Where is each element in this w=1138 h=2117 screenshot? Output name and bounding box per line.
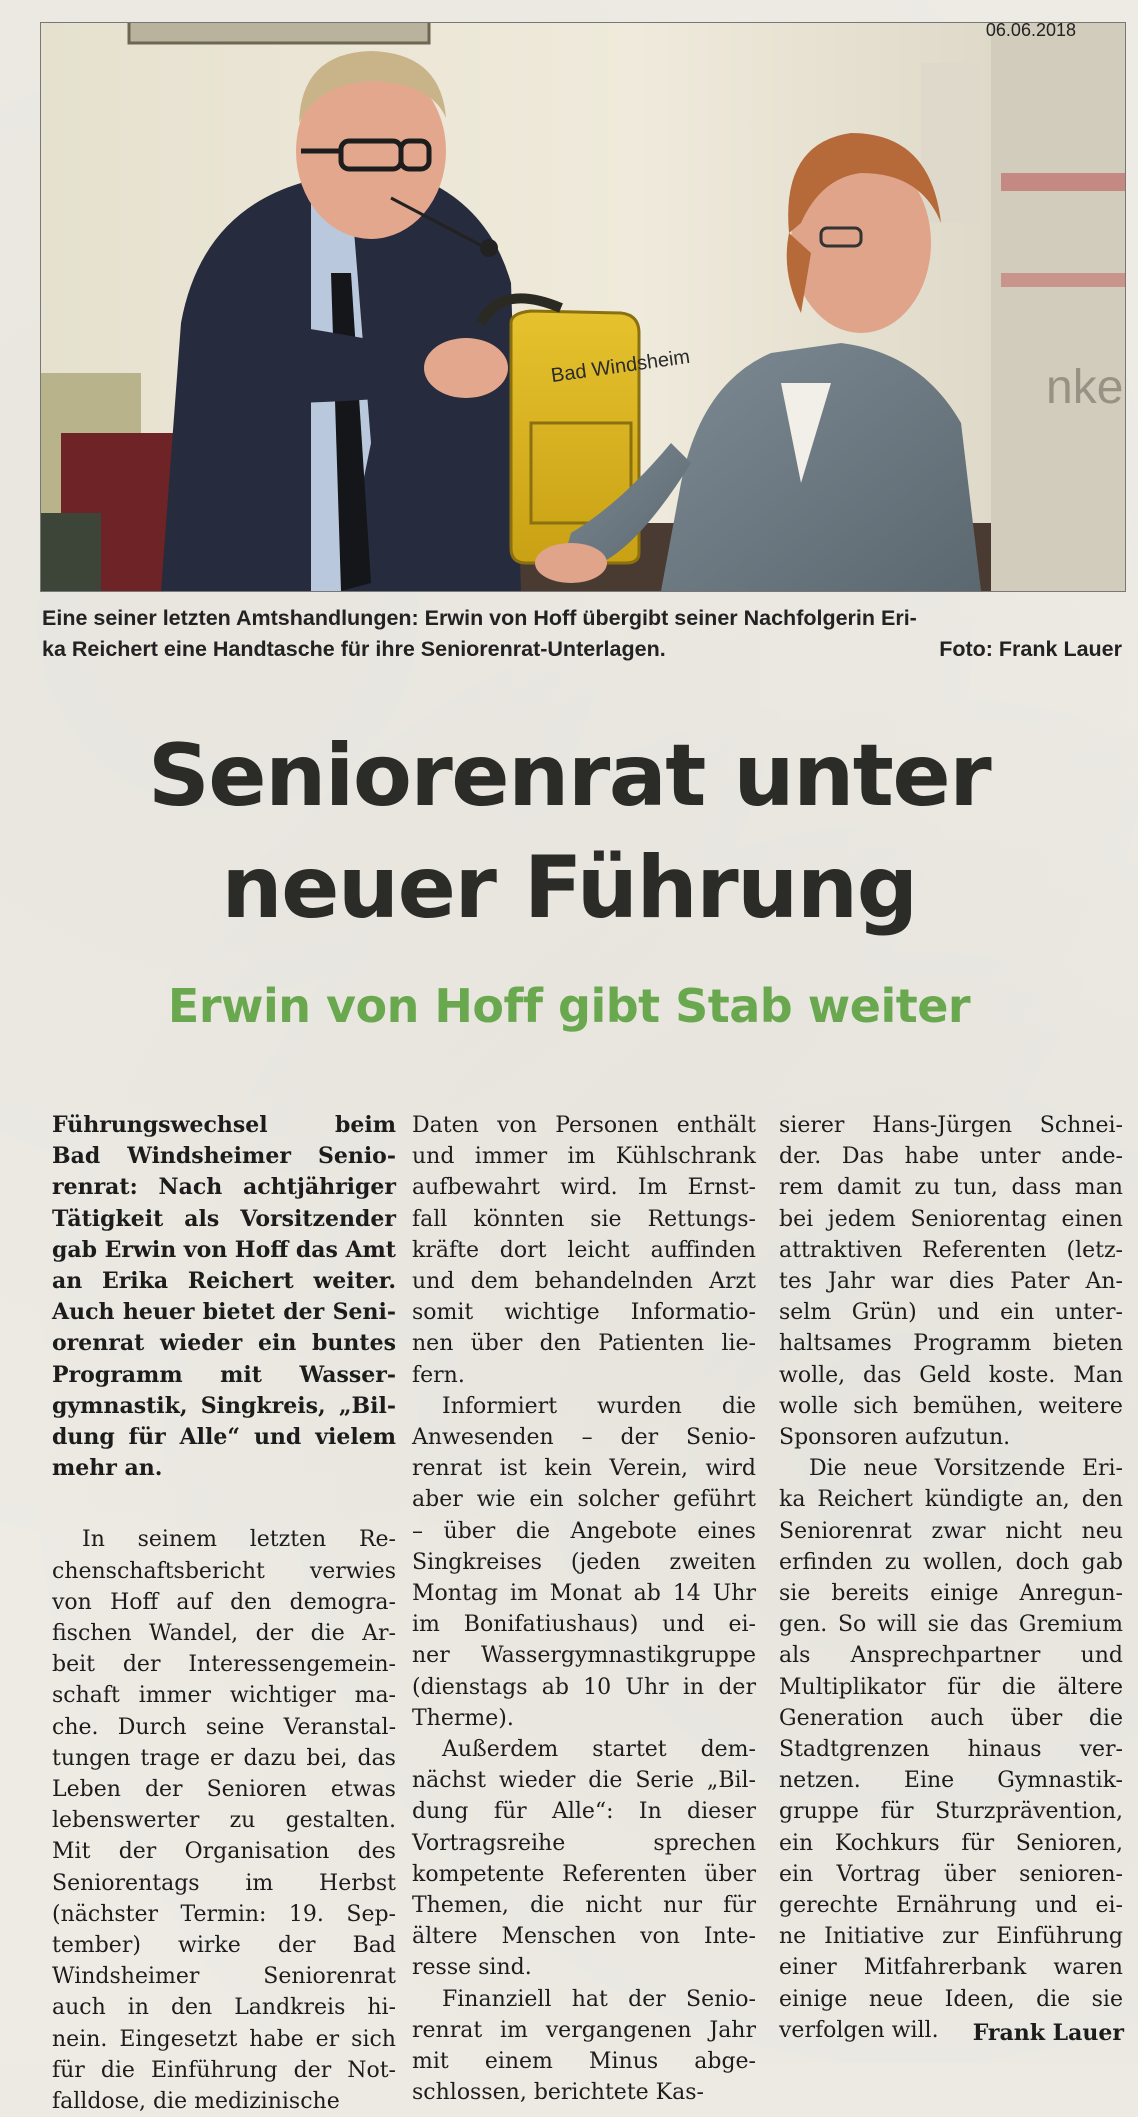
photo-caption	[42, 603, 1122, 665]
article-line: kräfte dort leicht auffinden	[412, 1237, 756, 1263]
article-line: Therme).	[412, 1705, 514, 1731]
article-line: ein Vortrag über senioren-	[779, 1861, 1123, 1887]
article-line: sierer Hans-Jürgen Schnei-	[779, 1113, 1123, 1138]
article-line: ner Wassergymnastikgruppe	[412, 1643, 756, 1669]
article-line: Sponsoren aufzutun.	[779, 1425, 1011, 1451]
article-line: renrat im vergangenen Jahr	[412, 2017, 756, 2043]
article-line: tungen trage er dazu bei, das	[52, 1745, 396, 1771]
article-line: Windsheimer Seniorenrat	[52, 1964, 396, 1990]
article-line: nein. Eingesetzt habe er sich	[52, 2026, 396, 2052]
article-line: Seniorentags im Herbst	[52, 1870, 396, 1896]
article-line: selm Grün) und ein unter-	[779, 1300, 1123, 1326]
article-line: Führungswechsel beim	[52, 1112, 396, 1138]
article-line: ka Reichert kündigte an, den	[779, 1487, 1123, 1513]
article-author: Frank Lauer	[972, 2020, 1124, 2046]
article-line: (dienstags ab 10 Uhr in der	[412, 1674, 756, 1700]
article-line: Tätigkeit als Vorsitzender	[52, 1205, 396, 1232]
article-line: Auch heuer bietet der Seni-	[52, 1299, 396, 1326]
article-line: tember) wirke der Bad	[52, 1933, 396, 1959]
date-stamp: 06.06.2018	[985, 20, 1076, 40]
article-line: mit einem Minus abge-	[412, 2049, 756, 2075]
article-line: lebenswerter zu gestalten.	[52, 1808, 396, 1834]
article-headline	[0, 720, 1138, 944]
article-line: für die Einführung der Not-	[52, 2057, 396, 2083]
article-line: Stadtgrenzen hinaus ver-	[779, 1737, 1123, 1763]
article-line: tes Jahr war dies Pater An-	[779, 1269, 1123, 1295]
article-line: auch in den Landkreis hi-	[52, 1995, 396, 2021]
article-line: Bad Windsheimer Senio-	[52, 1143, 396, 1170]
paragraph-gap	[52, 1484, 396, 1524]
article-line: fischen Wandel, der die Ar-	[52, 1621, 396, 1647]
article-line: im Bonifatiushaus) und ei-	[412, 1612, 756, 1638]
article-line: schlossen, berichtete Kas-	[412, 2080, 704, 2106]
article-line: nächst wieder die Serie „Bil-	[412, 1768, 756, 1794]
article-line: der. Das habe unter ande-	[779, 1144, 1123, 1170]
article-line: sie bereits einige Anregun-	[779, 1581, 1123, 1607]
article-line: aufbewahrt wird. Im Ernst-	[412, 1175, 756, 1201]
article-line: einer Mitfahrerbank waren	[779, 1955, 1123, 1981]
article-line: Programm mit Wasser-	[52, 1361, 396, 1388]
article-line: wolle sich bemühen, weitere	[779, 1393, 1123, 1419]
article-line: von Hoff auf den demogra-	[52, 1589, 396, 1615]
article-column-2	[412, 1110, 756, 2109]
article-line: und immer im Kühlschrank	[412, 1144, 756, 1170]
caption-line: ka Reichert eine Handtasche für ihre Seniorenrat-Unterlagen.	[42, 637, 666, 661]
article-line: netzen. Eine Gymnastik-	[779, 1768, 1123, 1794]
article-line: erfinden zu wollen, doch gab	[779, 1549, 1123, 1575]
photo-credit: Foto: Frank Lauer	[939, 637, 1122, 661]
article-line: Themen, die nicht nur für	[412, 1893, 756, 1919]
article-line: gymnastik, Singkreis, „Bil-	[52, 1392, 396, 1419]
article-line: renrat ist kein Verein, wird	[412, 1456, 756, 1482]
headline-line: neuer Führung	[221, 838, 917, 938]
article-line: Daten von Personen enthält	[412, 1113, 756, 1138]
article-column-1	[52, 1110, 396, 2117]
article-line: dung für Alle“ und vielem	[52, 1424, 396, 1451]
bag-print: Bad Windsheim	[549, 345, 692, 388]
article-line: resse sind.	[412, 1955, 532, 1981]
article-line: – über die Angebote eines	[412, 1518, 756, 1544]
article-line: Vortragsreihe sprechen	[412, 1830, 756, 1856]
article-line: (nächster Termin: 19. Sep-	[52, 1901, 396, 1927]
article-line: Außerdem startet dem-	[442, 1737, 756, 1763]
article-line: ne Initiative zur Einführung	[779, 1924, 1123, 1950]
article-line: haltsames Programm bieten	[779, 1331, 1123, 1357]
article-photo	[40, 22, 1126, 592]
article-line: Anwesenden – der Senio-	[412, 1425, 756, 1451]
article-line: und dem behandelnden Arzt	[412, 1269, 756, 1295]
article-line: renrat: Nach achtjähriger	[52, 1174, 396, 1201]
article-line: attraktiven Referenten (letz-	[779, 1237, 1123, 1263]
article-line: Leben der Senioren etwas	[52, 1777, 396, 1803]
article-line: gab Erwin von Hoff das Amt	[52, 1236, 396, 1263]
article-line: Informiert wurden die	[442, 1393, 756, 1419]
article-line: beit der Interessengemein-	[52, 1652, 396, 1678]
article-line: che. Durch seine Veranstal-	[52, 1714, 396, 1740]
svg-text:nke: nke	[1046, 361, 1124, 414]
article-line: nen über den Patienten lie-	[412, 1331, 756, 1357]
article-line: fern.	[412, 1362, 465, 1388]
article-line: mehr an.	[52, 1455, 163, 1482]
article-line: verfolgen will.	[779, 2017, 939, 2043]
article-line: an Erika Reichert weiter.	[52, 1268, 396, 1295]
article-lead	[52, 1110, 396, 1484]
article-line: fall könnten sie Rettungs-	[412, 1206, 756, 1232]
article-line: bei jedem Seniorentag einen	[779, 1206, 1123, 1232]
article-line: orenrat wieder ein buntes	[52, 1330, 396, 1357]
article-line: In seinem letzten Re-	[82, 1527, 396, 1553]
photo-illustration	[41, 23, 1125, 591]
article-line: ein Kochkurs für Senioren,	[779, 1830, 1123, 1856]
article-line: somit wichtige Informatio-	[412, 1300, 756, 1326]
article-line: Finanziell hat der Senio-	[442, 1986, 756, 2012]
article-line: falldose, die medizinische	[52, 2089, 340, 2115]
article-column-3	[779, 1110, 1123, 2046]
article-line: wolle, das Geld koste. Man	[779, 1362, 1123, 1388]
headline-line: Seniorenrat unter	[147, 726, 991, 826]
article-subheadline: Erwin von Hoff gibt Stab weiter	[167, 979, 971, 1033]
article-line: rem damit zu tun, dass man	[779, 1175, 1123, 1201]
column-body	[52, 1524, 396, 2117]
article-line: Mit der Organisation des	[52, 1839, 396, 1865]
article-line: Multiplikator für die ältere	[779, 1674, 1123, 1700]
article-line: Die neue Vorsitzende Eri-	[809, 1456, 1123, 1482]
article-line: ältere Menschen von Inte-	[412, 1924, 756, 1950]
article-line: gen. So will sie das Gremium	[779, 1612, 1123, 1638]
caption-line: Eine seiner letzten Amtshandlungen: Erwin von Hoff übergibt seiner Nachfolgerin Eri-	[42, 606, 917, 630]
article-line: schaft immer wichtiger ma-	[52, 1683, 396, 1709]
article-line: kompetente Referenten über	[412, 1861, 756, 1887]
article-line: dung für Alle“: In dieser	[412, 1799, 756, 1825]
article-line: Montag im Monat ab 14 Uhr	[412, 1581, 756, 1607]
article-line: Seniorenrat zwar nicht neu	[779, 1518, 1123, 1544]
article-line: chenschaftsbericht verwies	[52, 1558, 396, 1584]
article-line: aber wie ein solcher geführt	[412, 1487, 756, 1513]
article-line: gruppe für Sturzprävention,	[779, 1799, 1123, 1825]
article-line: einige neue Ideen, die sie	[779, 1986, 1123, 2012]
article-line: als Ansprechpartner und	[779, 1643, 1123, 1669]
article-line: Singkreises (jeden zweiten	[412, 1549, 756, 1575]
article-line: gerechte Ernährung und ei-	[779, 1893, 1123, 1919]
article-line: Generation auch über die	[779, 1705, 1123, 1731]
